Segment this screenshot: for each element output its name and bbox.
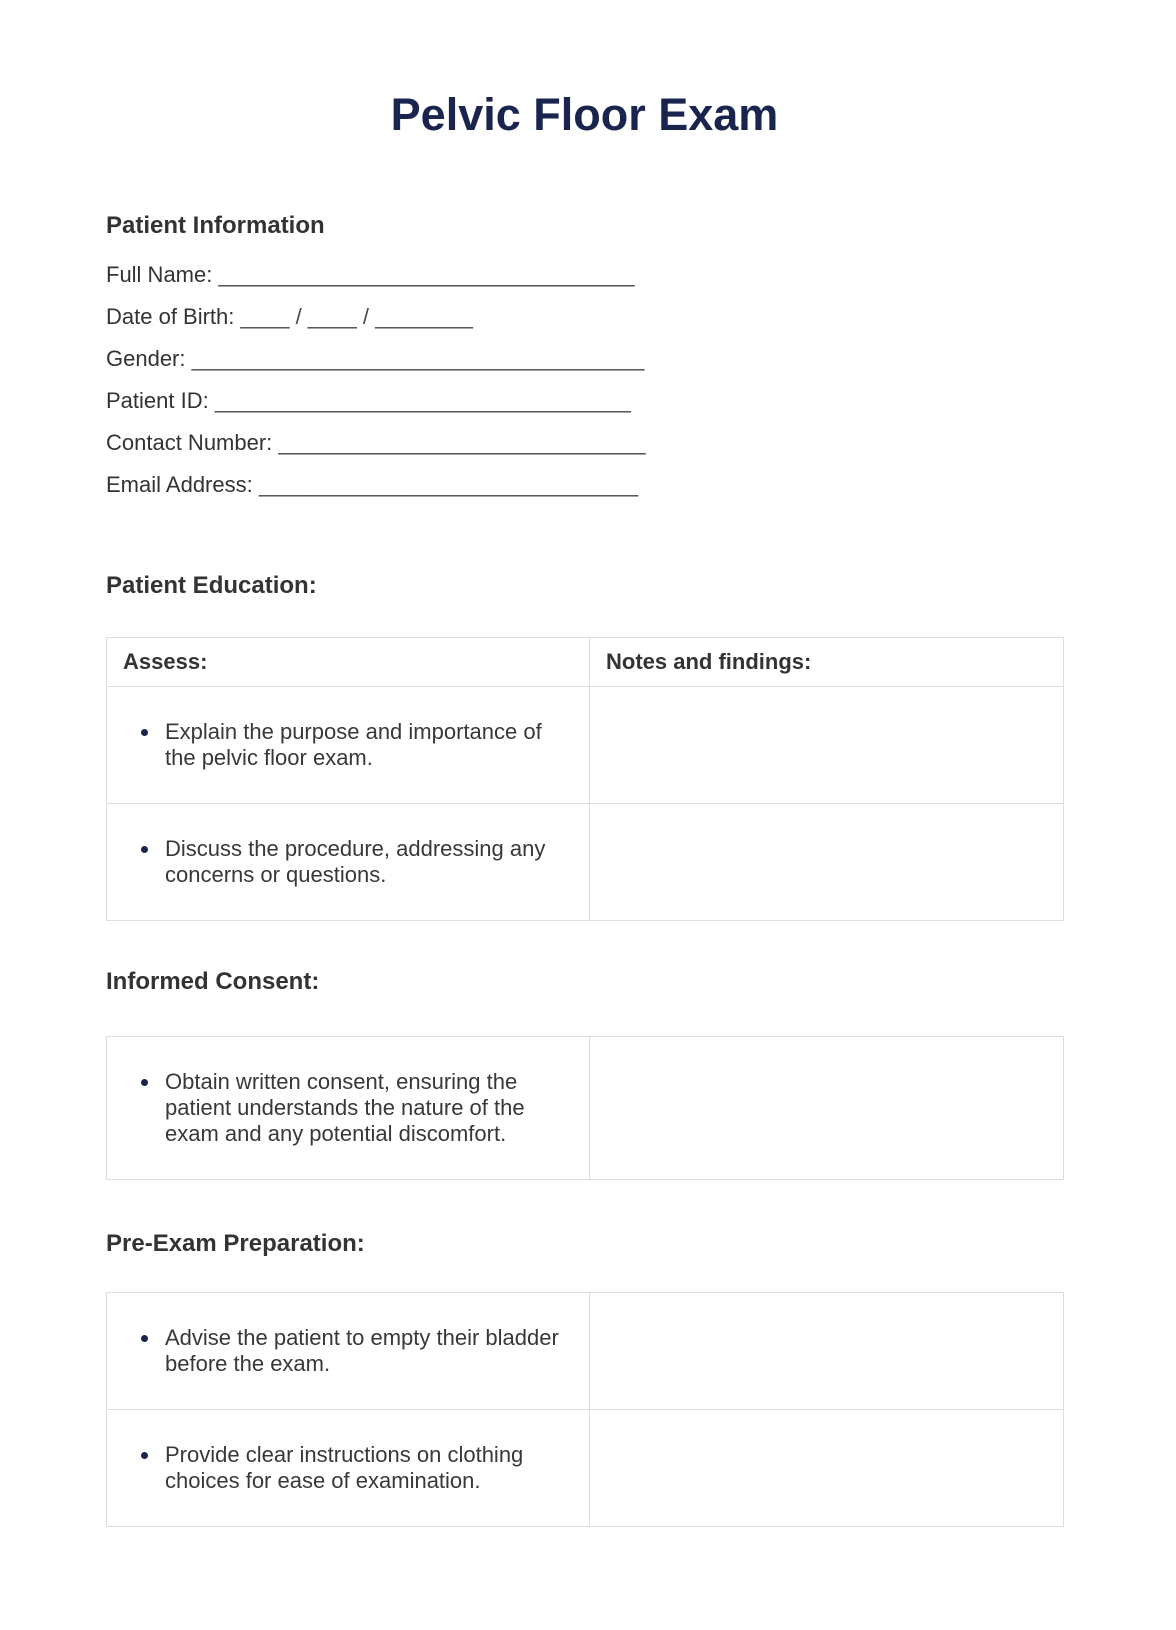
- list-item-text: Advise the patient to empty their bladder before the exam.: [165, 1325, 559, 1376]
- assess-cell: [107, 687, 590, 804]
- table-row: [107, 1293, 1064, 1410]
- patient-id-blank[interactable]: __________________________________: [214, 388, 631, 413]
- field-label: Email Address:: [106, 472, 253, 497]
- notes-cell[interactable]: [590, 687, 1064, 804]
- list-item: [123, 1325, 569, 1377]
- assess-cell: [107, 1410, 590, 1527]
- notes-cell[interactable]: [590, 1410, 1064, 1527]
- bullet-icon: [141, 1079, 148, 1086]
- bullet-icon: [141, 1452, 148, 1459]
- section-heading-pre-exam-preparation: Pre-Exam Preparation:: [106, 1230, 365, 1257]
- email-address-blank[interactable]: _______________________________: [258, 472, 639, 497]
- table-row: [107, 687, 1064, 804]
- field-label: Date of Birth:: [106, 304, 235, 329]
- contact-number-blank[interactable]: ______________________________: [278, 430, 646, 455]
- list-item: [123, 836, 569, 888]
- list-item-text: Discuss the procedure, addressing any concerns or questions.: [165, 836, 546, 887]
- bullet-icon: [141, 1335, 148, 1342]
- field-gender: [106, 346, 1063, 372]
- field-full-name: [106, 262, 1063, 288]
- notes-cell[interactable]: [590, 1293, 1064, 1410]
- table-row: [107, 1410, 1064, 1527]
- list-item-text: Provide clear instructions on clothing choices for ease of examination.: [165, 1442, 524, 1493]
- table-header-row: [107, 638, 1064, 687]
- list-item: [123, 1442, 569, 1494]
- section-heading-patient-information: Patient Information: [106, 212, 325, 239]
- notes-cell[interactable]: [590, 804, 1064, 921]
- field-email-address: [106, 472, 1063, 498]
- patient-information-fields: [106, 262, 1063, 498]
- field-label: Contact Number:: [106, 430, 273, 455]
- field-date-of-birth: [106, 304, 1063, 330]
- page-title: Pelvic Floor Exam: [390, 89, 779, 140]
- gender-blank[interactable]: _____________________________________: [191, 346, 645, 371]
- pre-exam-preparation-table: [106, 1292, 1064, 1527]
- assess-column-header: Assess:: [107, 638, 590, 687]
- full-name-blank[interactable]: __________________________________: [218, 262, 635, 287]
- list-item: [123, 1069, 569, 1147]
- section-heading-patient-education: Patient Education:: [106, 572, 317, 599]
- date-of-birth-blank[interactable]: ____ / ____ / ________: [240, 304, 473, 329]
- informed-consent-table: [106, 1036, 1064, 1180]
- patient-education-table: [106, 637, 1064, 921]
- notes-column-header: Notes and findings:: [590, 638, 1064, 687]
- bullet-icon: [141, 729, 148, 736]
- list-item-text: Obtain written consent, ensuring the patient understands the nature of the exam and any potential discomfort.: [165, 1069, 525, 1146]
- field-label: Gender:: [106, 346, 186, 371]
- list-item-text: Explain the purpose and importance of the pelvic floor exam.: [165, 719, 542, 770]
- assess-cell: [107, 1037, 590, 1180]
- field-label: Full Name:: [106, 262, 213, 287]
- bullet-icon: [141, 846, 148, 853]
- notes-cell[interactable]: [590, 1037, 1064, 1180]
- assess-cell: [107, 804, 590, 921]
- field-contact-number: [106, 430, 1063, 456]
- table-row: [107, 1037, 1064, 1180]
- assess-cell: [107, 1293, 590, 1410]
- field-patient-id: [106, 388, 1063, 414]
- table-row: [107, 804, 1064, 921]
- field-label: Patient ID:: [106, 388, 209, 413]
- section-heading-informed-consent: Informed Consent:: [106, 968, 320, 995]
- list-item: [123, 719, 569, 771]
